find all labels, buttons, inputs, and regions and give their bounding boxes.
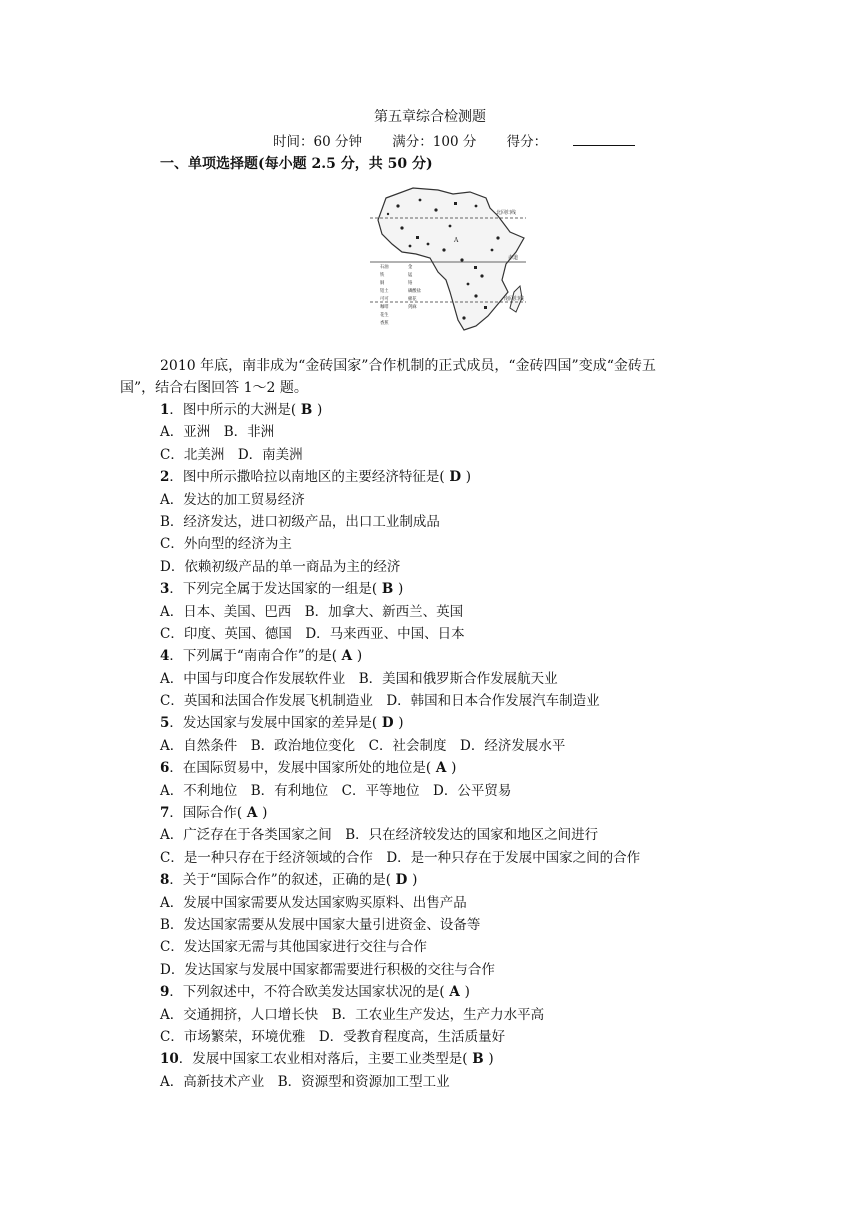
question-option: C．英国和法国合作发展飞机制造业 D．韩国和日本合作发展汽车制造业 <box>160 693 600 710</box>
exam-meta <box>273 130 661 150</box>
question-option: C．北美洲 D．南美洲 <box>160 446 303 463</box>
question-number: 2 <box>160 469 170 486</box>
question-number: 1 <box>160 402 170 418</box>
question-stem <box>160 981 760 1003</box>
question-option: C．市场繁荣，环境优雅 D．受教育程度高，生活质量好 <box>160 1028 506 1045</box>
question-close-paren: ) <box>465 469 472 486</box>
question-stem <box>160 578 760 600</box>
question-option: D．发达国家与发展中国家都需要进行积极的交往与合作 <box>160 961 495 978</box>
question-close-paren: ) <box>356 648 363 665</box>
question-close-paren: ) <box>262 805 268 822</box>
question-option: D．依赖初级产品的单一商品为主的经济 <box>160 558 401 575</box>
question-text: ．在国际贸易中，发展中国家所处的地位是( <box>169 760 432 777</box>
question-option: A．交通拥挤，人口增长快 B．工农业生产发达，生产力水平高 <box>160 1006 545 1023</box>
intro-line-1: 2010 年底，南非成为“金砖国家”合作机制的正式成员，“金砖四国”变成“金砖五 <box>160 358 656 374</box>
question-number: 8 <box>160 872 170 889</box>
question-close-paren: ) <box>398 581 404 598</box>
svg-text:棉花: 棉花 <box>408 297 417 302</box>
question-option: A．不利地位 B．有利地位 C．平等地位 D．公平贸易 <box>160 782 512 799</box>
question-close-paren: ) <box>451 760 457 777</box>
svg-text:金: 金 <box>408 265 413 270</box>
question-option: A．亚洲 B．非洲 <box>160 424 275 441</box>
question-stem <box>160 802 760 824</box>
map-legend <box>380 263 422 326</box>
question-option: A．中国与印度合作发展软件业 B．美国和俄罗斯合作发展航天业 <box>160 670 558 687</box>
question-answer: A <box>336 648 357 665</box>
svg-text:石油: 石油 <box>380 265 389 270</box>
question-option: A．高新技术产业 B．资源型和资源加工型工业 <box>160 1073 450 1090</box>
svg-text:铜: 铜 <box>380 281 385 286</box>
africa-map <box>358 180 530 340</box>
question-close-paren: ) <box>488 1051 494 1068</box>
question-option: A．发达的加工贸易经济 <box>160 491 305 508</box>
question-number: 5 <box>160 715 170 732</box>
question-text: ．下列属于“南南合作”的是( <box>169 648 337 665</box>
question-option: C．外向型的经济为主 <box>160 536 292 553</box>
svg-text:锰: 锰 <box>408 273 413 278</box>
question-text: ．发达国家与发展中国家的差异是( <box>169 715 378 732</box>
question-option: A．日本、美国、巴西 B．加拿大、新西兰、英国 <box>160 603 464 620</box>
question-option: A．发展中国家需要从发达国家购买原料、出售产品 <box>160 894 467 911</box>
question-close-paren: ) <box>412 872 418 889</box>
intro-line-2: 国”，结合右图回答 1～2 题。 <box>120 380 308 396</box>
question-text: ．国际合作( <box>169 805 243 822</box>
svg-text:磷酸盐: 磷酸盐 <box>408 289 421 294</box>
question-text: ．下列完全属于发达国家的一组是( <box>169 581 378 598</box>
svg-text:铁: 铁 <box>380 273 385 278</box>
svg-text:香蕉: 香蕉 <box>380 321 389 326</box>
full-score-label: 满分：100 分 <box>392 134 477 150</box>
svg-text:咖啡: 咖啡 <box>380 305 389 310</box>
question-option: C．是一种只存在于经济领域的合作 D．是一种只存在于发展中国家之间的合作 <box>160 849 641 866</box>
question-close-paren: ) <box>464 984 470 1001</box>
question-stem <box>160 869 760 891</box>
time-label: 时间：60 分钟 <box>273 134 362 150</box>
svg-text:花生: 花生 <box>380 313 389 318</box>
question-number: 10 <box>160 1051 179 1068</box>
question-text: ．图中所示撒哈拉以南地区的主要经济特征是( <box>169 469 445 486</box>
question-answer: B <box>467 1051 489 1068</box>
question-option: C．印度、英国、德国 D．马来西亚、中国、日本 <box>160 625 465 642</box>
map-label-a: A <box>454 237 459 244</box>
question-close-paren: ) <box>398 715 404 732</box>
question-text: ．下列叙述中，不符合欧美发达国家状况的是( <box>169 984 445 1001</box>
question-stem <box>160 466 760 488</box>
map-label-capricorn: 南回归线 <box>504 296 525 302</box>
question-number: 7 <box>160 805 170 822</box>
question-intro <box>120 355 720 399</box>
map-label-cancer: 北回归线 <box>496 210 517 216</box>
svg-text:铝土: 铝土 <box>380 289 389 294</box>
score-label: 得分： <box>506 134 548 150</box>
question-option: A．自然条件 B．政治地位变化 C．社会制度 D．经济发展水平 <box>160 737 566 754</box>
svg-text:可可: 可可 <box>380 297 389 302</box>
score-blank[interactable] <box>573 133 635 146</box>
question-number: 9 <box>160 984 170 1001</box>
question-option: A．广泛存在于各类国家之间 B．只在经济较发达的国家和地区之间进行 <box>160 827 599 844</box>
question-answer: D <box>377 715 399 732</box>
question-number: 6 <box>160 760 170 777</box>
page-title: 第五章综合检测题 <box>374 109 486 125</box>
question-option: C．发达国家无需与其他国家进行交往与合作 <box>160 939 427 956</box>
question-answer: D <box>444 469 466 486</box>
question-text: ．发展中国家工农业相对落后，主要工业类型是( <box>178 1051 468 1068</box>
question-option: B．经济发达，进口初级产品，出口工业制成品 <box>160 513 440 530</box>
section-heading: 一、单项选择题(每小题 2.5 分，共 50 分) <box>160 156 433 172</box>
question-answer: D <box>390 872 413 889</box>
question-stem <box>160 1048 760 1070</box>
question-number: 3 <box>160 581 170 598</box>
question-text: ．图中所示的大洲是( <box>169 402 297 418</box>
question-option: B．发达国家需要从发展中国家大量引进资金、设备等 <box>160 916 481 933</box>
question-answer: A <box>444 984 465 1001</box>
question-close-paren: ) <box>317 402 323 418</box>
question-text: ．关于“国际合作”的叙述，正确的是( <box>169 872 391 889</box>
svg-text:铬: 铬 <box>408 281 413 286</box>
question-stem <box>160 757 760 779</box>
question-answer: B <box>377 581 398 598</box>
question-list <box>160 399 760 1093</box>
question-answer: A <box>431 760 452 777</box>
map-label-equator: 赤道 <box>508 255 519 261</box>
question-stem <box>160 399 760 421</box>
question-number: 4 <box>160 648 170 665</box>
question-stem <box>160 645 760 667</box>
question-answer: A <box>242 805 263 822</box>
svg-text:剑麻: 剑麻 <box>408 305 417 310</box>
question-answer: B <box>296 402 317 418</box>
question-stem <box>160 712 760 734</box>
